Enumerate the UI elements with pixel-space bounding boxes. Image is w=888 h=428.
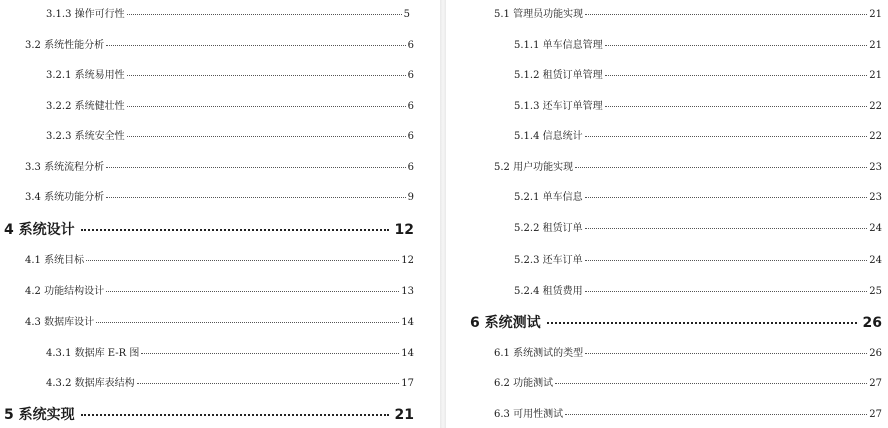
toc-entry-title: 6.2 功能测试 [494,378,554,389]
toc-entry-title: 6 系统测试 [470,315,541,331]
toc-entry-page: 25 [869,286,882,297]
toc-entry [25,251,414,265]
toc-entry-page: 27 [869,409,882,420]
dot-leader [81,414,389,416]
toc-entry-title: 5.2.1 单车信息 [514,192,583,203]
toc-entry-page: 5 [403,9,410,20]
toc-entry [494,5,882,19]
toc-entry-title: 4.3.2 数据库表结构 [46,378,135,389]
toc-entry-page: 24 [869,223,882,234]
toc-entry-page: 23 [869,192,882,203]
dot-leader [137,383,400,384]
toc-entry-title: 3.2.3 系统安全性 [46,131,125,142]
toc-entry-title: 5.1 管理员功能实现 [494,9,584,20]
toc-entry-page: 14 [401,317,414,328]
dot-leader [605,106,868,107]
dot-leader [127,106,406,107]
dot-leader [81,229,389,231]
toc-entry-title: 4.2 功能结构设计 [25,286,105,297]
dot-leader [127,14,402,15]
toc-entry [46,5,410,19]
dot-leader [585,14,867,15]
toc-entry-title: 5.1.4 信息统计 [514,131,583,142]
dot-leader [106,197,406,198]
dot-leader [585,353,867,354]
toc-entry-page: 17 [401,378,414,389]
dot-leader [575,167,867,168]
toc-entry [25,188,414,202]
dot-leader [585,260,868,261]
toc-entry-page: 13 [401,286,414,297]
dot-leader [585,228,868,229]
toc-entry [46,66,414,80]
toc-entry-title: 5.1.3 还车订单管理 [514,101,603,112]
toc-entry-page: 23 [869,162,882,173]
toc-entry-title: 5.2 用户功能实现 [494,162,574,173]
toc-entry-title: 5.1.2 租赁订单管理 [514,70,603,81]
toc-entry-title: 5.2.4 租赁费用 [514,286,583,297]
toc-entry-title: 5.2.3 还车订单 [514,255,583,266]
toc-chapter-entry [4,219,414,237]
toc-entry-page: 6 [407,162,414,173]
toc-entry [514,66,882,80]
toc-entry-page: 21 [394,407,414,423]
dot-leader [585,291,868,292]
toc-entry-title: 3.1.3 操作可行性 [46,9,125,20]
dot-leader [585,136,868,137]
toc-entry-title: 3.2.1 系统易用性 [46,70,125,81]
toc-entry [494,405,882,419]
toc-entry-page: 27 [869,378,882,389]
toc-entry [25,282,414,296]
dot-leader [106,45,406,46]
toc-entry [46,374,414,388]
toc-entry-page: 6 [407,131,414,142]
toc-entry-title: 3.2 系统性能分析 [25,40,105,51]
toc-entry-title: 4 系统设计 [4,222,75,238]
toc-entry-title: 4.1 系统目标 [25,255,85,266]
toc-entry-page: 24 [869,255,882,266]
toc-entry-page: 6 [407,101,414,112]
toc-entry [46,97,414,111]
toc-entry [25,36,414,50]
dot-leader [127,75,406,76]
toc-entry [25,313,414,327]
dot-leader [547,322,857,324]
toc-entry [514,97,882,111]
toc-entry [46,127,414,141]
toc-entry-title: 5 系统实现 [4,407,75,423]
toc-entry [514,282,882,296]
toc-entry-page: 21 [869,9,882,20]
toc-left-page [0,0,440,428]
dot-leader [585,197,868,198]
toc-entry-page: 26 [869,348,882,359]
toc-entry-title: 3.2.2 系统健壮性 [46,101,125,112]
toc-entry-page: 9 [407,192,414,203]
toc-chapter-entry [470,312,882,330]
toc-entry-title: 6.1 系统测试的类型 [494,348,584,359]
toc-entry-page: 6 [407,40,414,51]
toc-entry [494,344,882,358]
toc-entry-page: 21 [869,40,882,51]
toc-entry [514,188,882,202]
dot-leader [106,167,406,168]
toc-chapter-entry [4,404,414,422]
dot-leader [96,322,399,323]
toc-entry [514,127,882,141]
dot-leader [141,353,399,354]
toc-entry-page: 6 [407,70,414,81]
toc-entry [514,36,882,50]
dot-leader [565,414,867,415]
toc-entry-title: 5.2.2 租赁订单 [514,223,583,234]
toc-entry-page: 12 [401,255,414,266]
dot-leader [106,291,399,292]
toc-entry [514,219,882,233]
toc-entry-title: 6.3 可用性测试 [494,409,564,420]
dot-leader [127,136,406,137]
toc-right-page [446,0,888,428]
toc-entry [46,344,414,358]
toc-entry-page: 22 [869,101,882,112]
toc-entry [25,158,414,172]
toc-entry-page: 14 [401,348,414,359]
toc-entry-title: 3.3 系统流程分析 [25,162,105,173]
dot-leader [605,45,868,46]
toc-entry-title: 4.3 数据库设计 [25,317,95,328]
dot-leader [86,260,399,261]
toc-entry-title: 5.1.1 单车信息管理 [514,40,603,51]
toc-entry-page: 12 [394,222,414,238]
dot-leader [605,75,868,76]
toc-entry-page: 26 [862,315,882,331]
toc-entry-page: 22 [869,131,882,142]
toc-entry [514,251,882,265]
toc-entry [494,158,882,172]
toc-entry [494,374,882,388]
toc-entry-page: 21 [869,70,882,81]
toc-entry-title: 4.3.1 数据库 E-R 图 [46,348,140,359]
dot-leader [555,383,867,384]
toc-entry-title: 3.4 系统功能分析 [25,192,105,203]
